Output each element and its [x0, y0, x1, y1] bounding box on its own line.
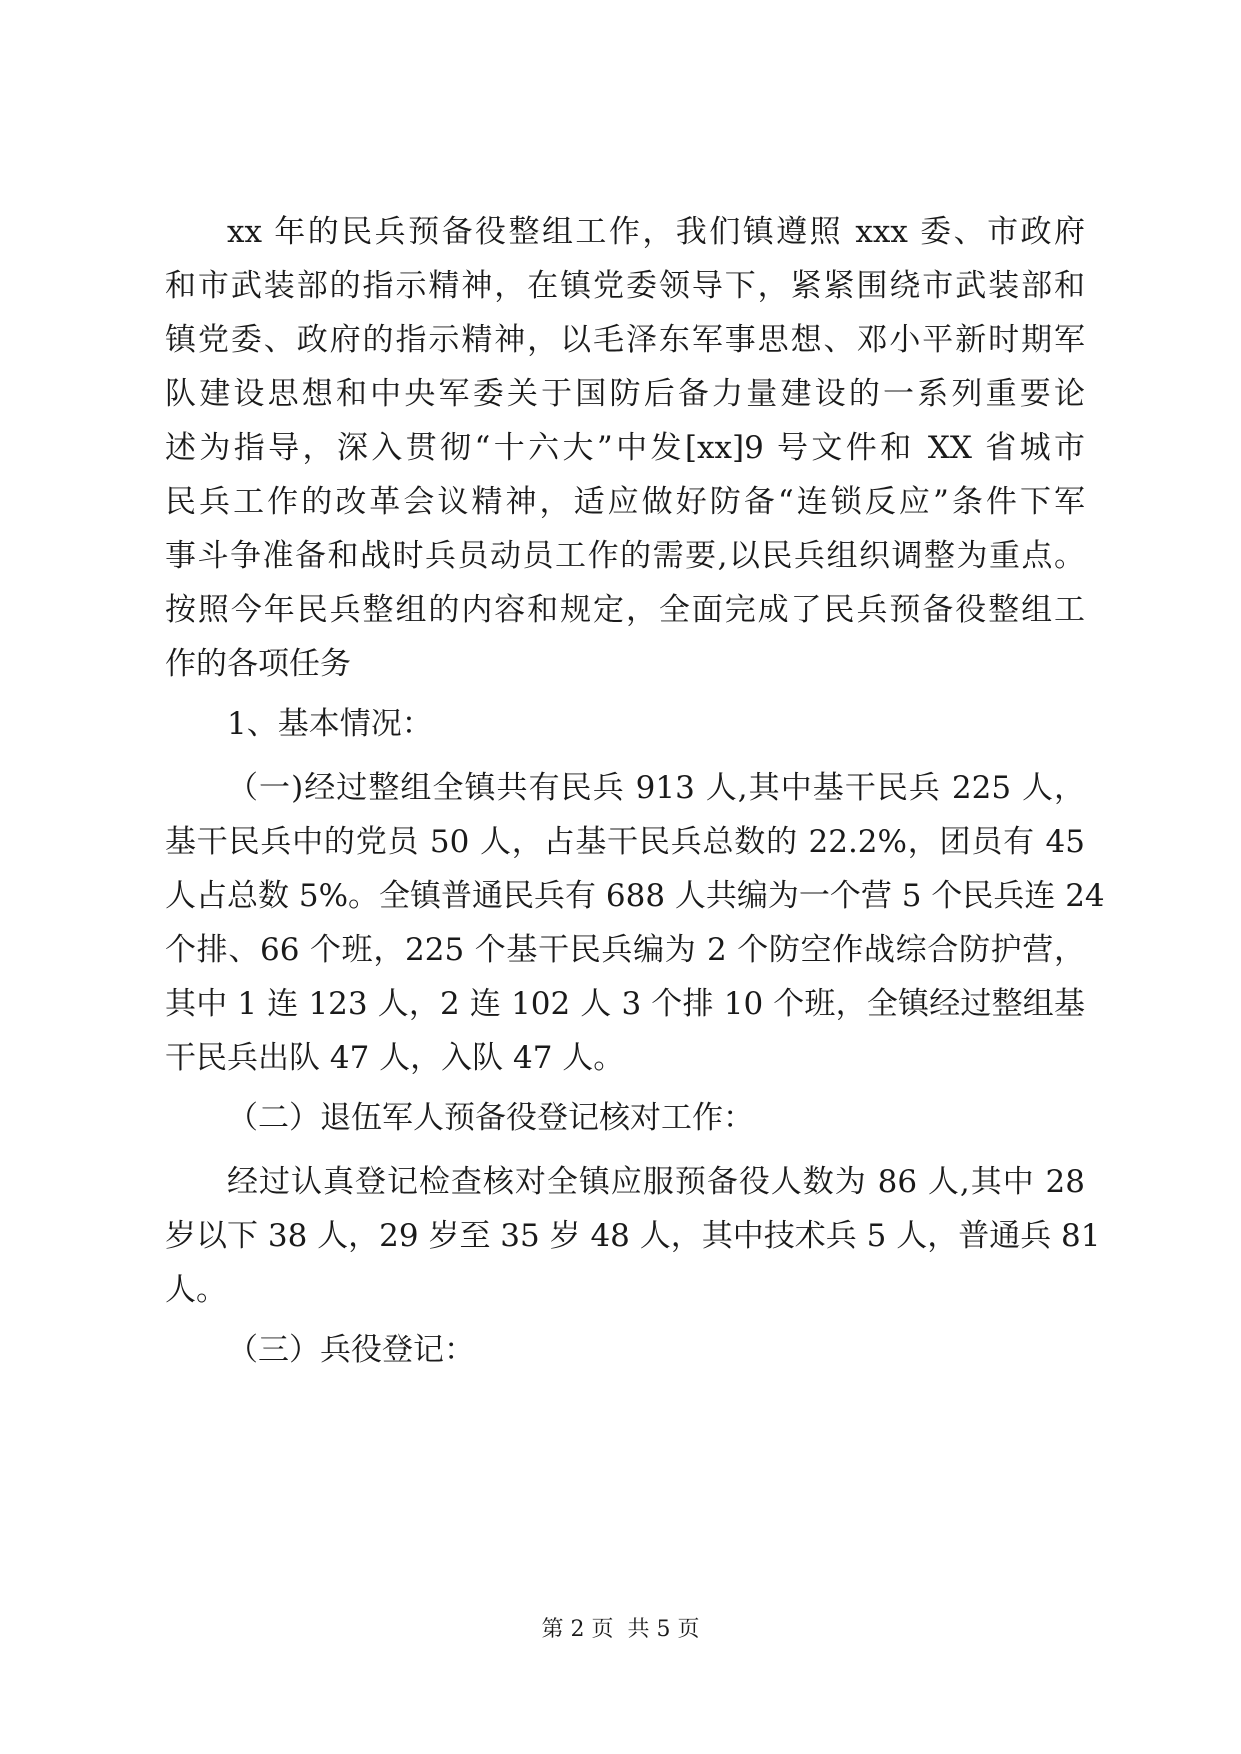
text-line: 经过认真登记检查核对全镇应服预备役人数为 86 人,其中 28	[227, 1164, 1085, 1200]
text-line: 作的各项任务	[165, 646, 351, 682]
text-line: 人占总数 5%。全镇普通民兵有 688 人共编为一个营 5 个民兵连 24	[165, 878, 1105, 914]
text-line: 其中 1 连 123 人，2 连 102 人 3 个排 10 个班，全镇经过整组基	[165, 986, 1085, 1022]
text-line: 个排、66 个班，225 个基干民兵编为 2 个防空作战综合防护营，	[165, 932, 1085, 968]
text-line: 队建设思想和中央军委关于国防后备力量建设的一系列重要论	[165, 376, 1085, 412]
text-line: xx 年的民兵预备役整组工作，我们镇遵照 xxx 委、市政府	[227, 214, 1085, 250]
text-line: 人。	[165, 1272, 227, 1308]
intro-paragraph	[165, 205, 1085, 691]
text-line: 岁以下 38 人，29 岁至 35 岁 48 人，其中技术兵 5 人，普通兵 81	[165, 1218, 1101, 1254]
text-line: （一)经过整组全镇共有民兵 913 人,其中基干民兵 225 人，	[227, 770, 1085, 806]
text-line: 事斗争准备和战时兵员动员工作的需要,以民兵组织调整为重点。	[165, 538, 1085, 574]
paragraph-one	[165, 761, 1105, 1085]
text-line: 述为指导，深入贯彻“十六大”中发[xx]9 号文件和 XX 省城市	[165, 430, 1085, 466]
paragraph-two	[165, 1155, 1101, 1317]
text-line: 和市武装部的指示精神，在镇党委领导下，紧紧围绕市武装部和	[165, 268, 1085, 304]
text-line: 按照今年民兵整组的内容和规定，全面完成了民兵预备役整组工	[165, 592, 1085, 628]
page-number-footer: 第 2 页 共 5 页	[541, 1617, 700, 1642]
section-heading-basic: 1、基本情况：	[227, 706, 433, 742]
section-heading-three: （三）兵役登记：	[227, 1332, 475, 1368]
text-line: 镇党委、政府的指示精神，以毛泽东军事思想、邓小平新时期军	[165, 322, 1085, 358]
section-heading-two: （二）退伍军人预备役登记核对工作：	[227, 1100, 754, 1136]
text-line: 基干民兵中的党员 50 人，占基干民兵总数的 22.2%，团员有 45	[165, 824, 1085, 860]
document-body	[165, 205, 1105, 1387]
text-line: 干民兵出队 47 人，入队 47 人。	[165, 1040, 625, 1076]
text-line: 民兵工作的改革会议精神，适应做好防备“连锁反应”条件下军	[165, 484, 1085, 520]
